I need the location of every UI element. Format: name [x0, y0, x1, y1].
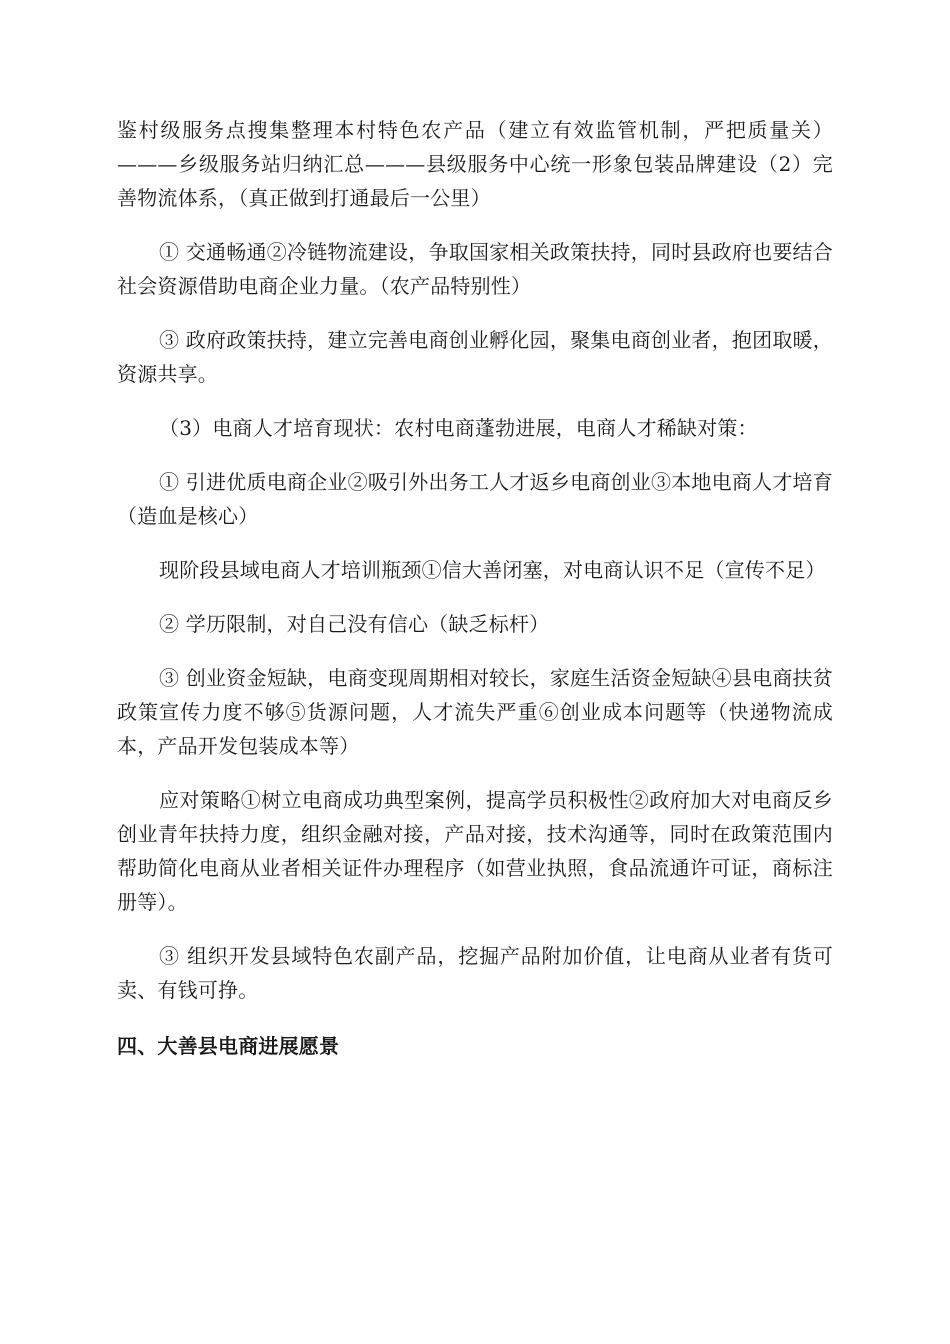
paragraph-local-products: ③ 组织开发县域特色农副产品，挖掘产品附加价值，让电商从业者有货可卖、有钱可挣。	[117, 944, 833, 1002]
paragraph-talent-measures: ① 引进优质电商企业②吸引外出务工人才返乡电商创业③本地电商人才培育（造血是核心）	[117, 470, 833, 528]
paragraph-education-limit: ② 学历限制，对自己没有信心（缺乏标杆）	[159, 612, 550, 636]
paragraph-funding-shortage: ③ 创业资金短缺，电商变现周期相对较长，家庭生活资金短缺④县电商扶贫政策宣传力度不够⑤货源问题，人才流失严重⑥创业成本问题等（快递物流成本，产品开发包装成本等）	[117, 666, 833, 758]
paragraph-talent-status: （3）电商人才培育现状：农村电商蓬勃进展，电商人才稀缺对策：	[159, 416, 758, 440]
paragraph-transport: ① 交通畅通②冷链物流建设，争取国家相关政策扶持，同时县政府也要结合社会资源借助电商企业力量。（农产品特别性）	[117, 240, 833, 298]
paragraph-village-service: 鉴村级服务点搜集整理本村特色农产品（建立有效监管机制，严把质量关）———乡级服务站归纳汇总———县级服务中心统一形象包装品牌建设（2）完善物流体系，（真正做到打通最后一公里）	[117, 118, 833, 210]
paragraph-training-bottleneck: 现阶段县域电商人才培训瓶颈①信大善闭塞，对电商认识不足（宣传不足）	[159, 558, 826, 582]
section-heading: 四、大善县电商进展愿景	[117, 1034, 340, 1058]
paragraph-policy-support: ③ 政府政策扶持，建立完善电商创业孵化园，聚集电商创业者，抱团取暖，资源共享。	[117, 328, 833, 386]
paragraph-strategies: 应对策略①树立电商成功典型案例，提高学员积极性②政府加大对电商反乡创业青年扶持力度，组织金融对接，产品对接，技术沟通等，同时在政策范围内帮助简化电商从业者相关证件办理程序（如营业执照，食品流通许可证，商标注册等）。	[117, 788, 833, 914]
document-body	[117, 113, 833, 1063]
